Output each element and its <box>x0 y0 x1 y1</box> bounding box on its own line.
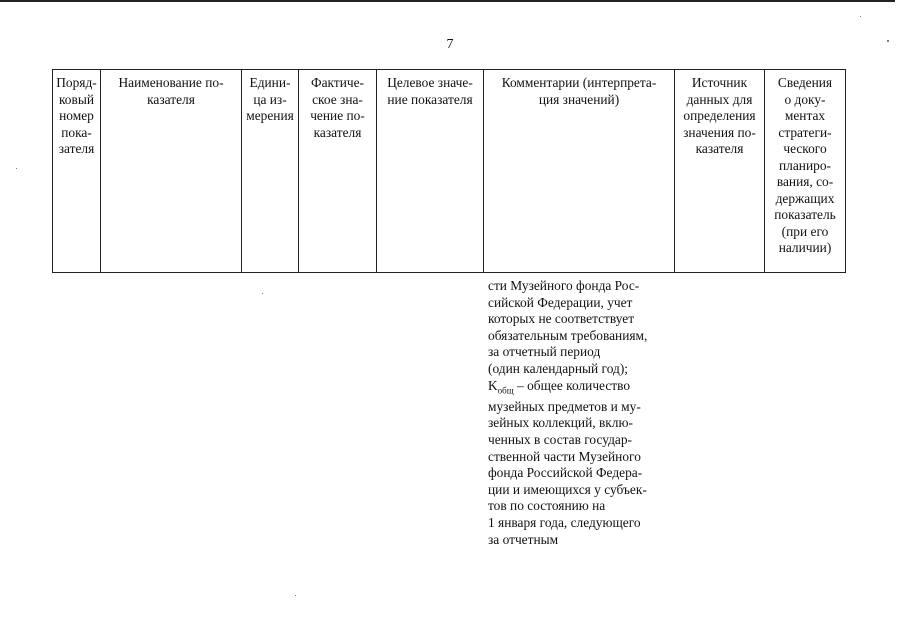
header-actual-value: Фактиче- ское зна- чение по- казателя <box>299 70 377 273</box>
comment-line: сийской Федерации, учет <box>488 294 633 310</box>
scan-speck <box>295 595 296 596</box>
comment-continuation-text <box>488 278 680 548</box>
header-unit: Едини- ца из- мерения <box>242 70 299 273</box>
comment-line: обязательным требованиям, <box>488 327 648 343</box>
formula-definition: – общее количество <box>513 377 631 393</box>
comment-line: ции и имеющихся у субъек- <box>488 481 647 497</box>
header-comments: Комментарии (интерпрета- ция значений) <box>484 70 675 273</box>
page-number: 7 <box>446 37 454 52</box>
scan-speck <box>887 40 889 42</box>
comment-line-formula <box>488 378 680 399</box>
scan-speck <box>860 16 861 17</box>
indicator-table <box>52 69 846 273</box>
comment-line: 1 января года, следующего <box>488 514 641 530</box>
comment-line: зейных коллекций, вклю- <box>488 415 633 431</box>
scan-speck <box>16 168 17 169</box>
comment-line: тов по состоянию на <box>488 498 606 514</box>
variable-k: K <box>488 377 498 393</box>
comment-line: за отчетным <box>488 531 559 547</box>
comment-line: ченных в состав государ- <box>488 432 632 448</box>
header-indicator-name: Наименование по- казателя <box>101 70 242 273</box>
comment-line: музейных предметов и му- <box>488 398 641 414</box>
table-header-row <box>53 70 846 273</box>
header-order-number: Поряд- ковый номер пока- зателя <box>53 70 101 273</box>
scan-speck <box>262 293 263 294</box>
header-data-source: Источник данных для определения значения по- казателя <box>675 70 765 273</box>
top-border-line <box>0 0 895 2</box>
header-strategic-documents: Сведения о доку- ментах стратеги- ческого планиро- вания, со- держащих показатель (при его наличии) <box>765 70 846 273</box>
comment-line: за отчетный период <box>488 344 601 360</box>
header-target-value: Целевое значе- ние показателя <box>377 70 484 273</box>
comment-line: которых не соответствует <box>488 311 635 327</box>
comment-line: сти Музейного фонда Рос- <box>488 278 640 293</box>
comment-line: ственной части Музейного <box>488 448 641 464</box>
comment-line: (один календарный год); <box>488 360 629 376</box>
comment-line: фонда Российской Федера- <box>488 465 643 481</box>
variable-k-subscript: общ <box>497 385 514 396</box>
